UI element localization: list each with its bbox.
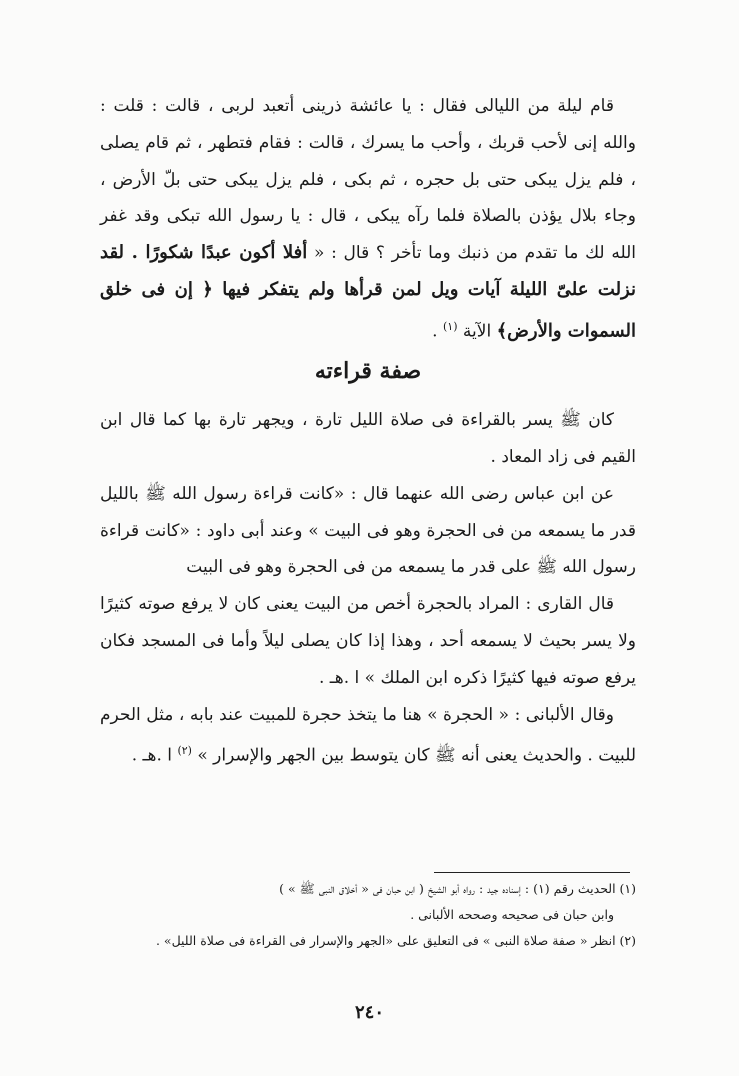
footnote-1-line-2: وابن حبان فى صحيحه وصححه الألبانى . — [410, 907, 614, 922]
hadith-quote-bold: أفلا أكون عبدًا شكورًا . لقد نزلت علىّ الليلة آيات ويل لمن قرأها ولم يتفكر فيها ﴿ إن فى خلق السموات والأرض﴾ — [100, 242, 636, 342]
albani-end: ا .هـ . — [131, 746, 178, 767]
albani-text: وقال الألبانى : « الحجرة » هنا ما يتخذ حجرة للمبيت عند بابه ، مثل الحرم للبيت . والحديث يعنى أنه ﷺ كان يتوسط بين الجهر والإسرار » — [100, 704, 636, 767]
paragraph-reading-manner: كان ﷺ يسر بالقراءة فى صلاة الليل تارة ، ويجهر تارة بها كما قال ابن القيم فى زاد المعاد . — [100, 410, 636, 468]
verse-suffix: الآية — [462, 321, 497, 342]
page-body — [100, 88, 636, 775]
paragraph-hadith-aisha — [100, 88, 636, 350]
section-heading: صفة قراءته — [314, 358, 422, 385]
footnote-2: (٢) انظر « صفة صلاة النبى » فى التعليق على «الجهر والإسرار فى القراءة فى صلاة الليل» . — [155, 933, 636, 948]
footnote-1-line-1: (١) الحديث رقم (١) : إسناده جيد : رواه أبو الشيخ ( ابن حبان فى « أخلاق النبى ﷺ » ) — [279, 881, 636, 896]
footnote-ref-1: (١) — [442, 319, 458, 333]
hadith-text: قام ليلة من الليالى فقال : يا عائشة ذرينى أتعبد لربى ، قالت : قلت : والله إنى لأحب قربك ، وأحب ما يسرك ، قالت : فقام فتطهر ، ثم قام يصلى ، فلم يزل يبكى حتى بل حجره ، ثم بكى ، فلم يزل يبكى حتى بلّ الأرض ، وجاء بلال يؤذن بالصلاة فلما رآه يبكى ، قال : يا رسول الله تبكى وقد غفر الله لك ما تقدم من ذنبك وما تأخر ؟ قال : « — [100, 96, 636, 264]
footnotes — [100, 876, 636, 954]
paragraph-ibn-abbas: عن ابن عباس رضى الله عنهما قال : «كانت قراءة رسول الله ﷺ بالليل قدر ما يسمعه من فى الحجرة وهو فى البيت » وعند أبى داود : «كانت قراءة رسول الله ﷺ على قدر ما يسمعه من فى الحجرة وهو فى البيت — [100, 483, 636, 578]
footnote-divider — [434, 872, 630, 873]
paragraph-albani — [100, 697, 636, 775]
paragraph-end: . — [432, 321, 443, 342]
footnote-ref-2: (٢) — [177, 744, 192, 758]
paragraph-al-qari: قال القارى : المراد بالحجرة أخص من البيت يعنى كان لا يرفع صوته كثيرًا ولا يسر بحيث لا يسمعه أحد ، وهذا إذا كان يصلى ليلاً وأما فى المسجد فكان يرفع صوته فيها كثيرًا ذكره ابن الملك » ا .هـ . — [100, 594, 636, 688]
page-number: ٢٤٠ — [354, 1002, 384, 1023]
